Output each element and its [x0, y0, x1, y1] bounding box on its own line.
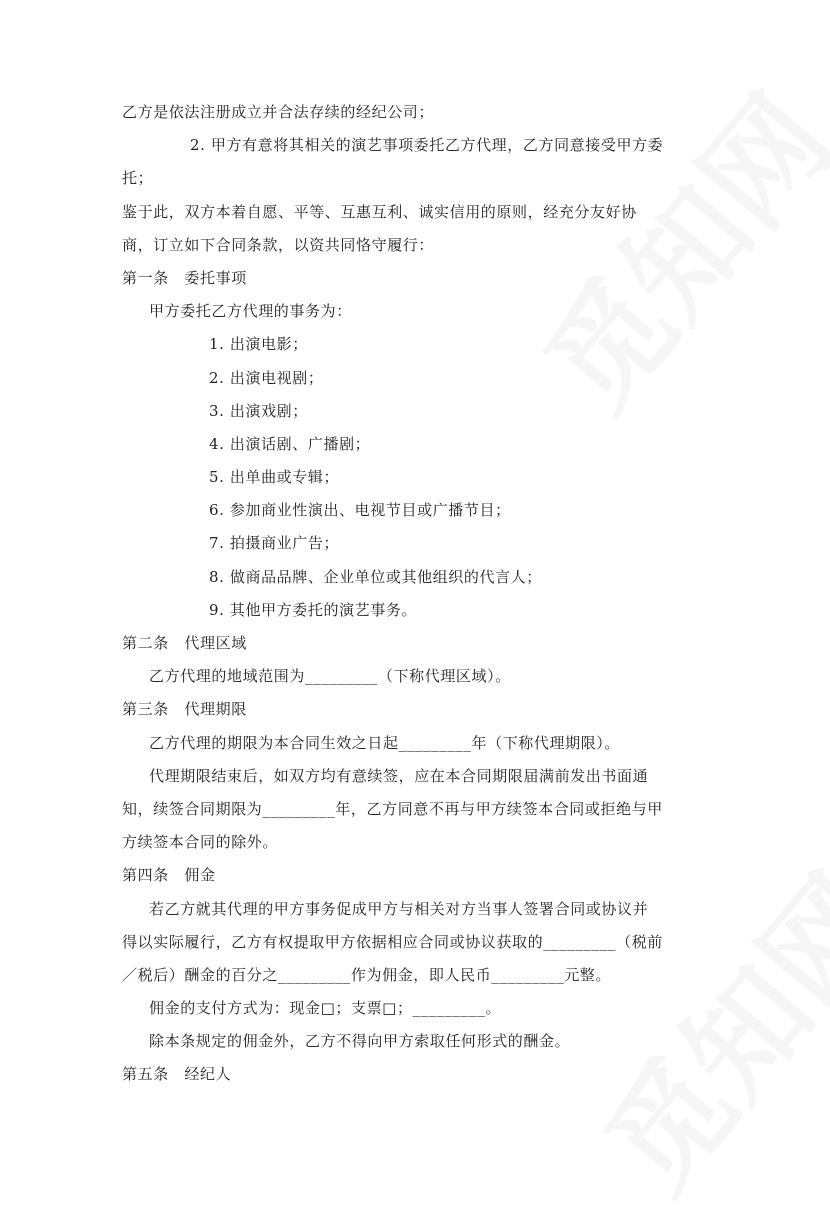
document-body	[122, 96, 722, 1092]
paragraph-line: 托；	[122, 169, 154, 188]
paragraph-line: 乙方代理的期限为本合同生效之日起_________年（下称代理期限）。	[149, 733, 621, 752]
list-item: 7. 拍摄商业广告；	[209, 534, 340, 553]
section-heading: 第二条 代理区域	[122, 634, 247, 652]
list-item: 2. 出演电视剧；	[209, 368, 324, 387]
section-heading: 第五条 经纪人	[122, 1065, 232, 1084]
paragraph-line: 2. 甲方有意将其相关的演艺事项委托乙方代理，乙方同意接受甲方委	[190, 136, 664, 155]
list-item: 1. 出演电影；	[209, 335, 308, 354]
paragraph-line: 除本条规定的佣金外，乙方不得向甲方索取任何形式的酬金。	[149, 1032, 571, 1051]
list-item: 4. 出演话剧、广播剧；	[209, 434, 371, 453]
paragraph-line: 得以实际履行，乙方有权提取甲方依据相应合同或协议获取的_________（税前	[122, 932, 663, 951]
paragraph-line: 佣金的支付方式为：现金□；支票□；_________。	[149, 999, 502, 1018]
paragraph-line: 乙方代理的地域范围为_________（下称代理区域）。	[149, 667, 511, 686]
paragraph-line: 若乙方就其代理的甲方事务促成甲方与相关对方当事人签署合同或协议并	[149, 899, 649, 918]
section-heading: 第三条 代理期限	[122, 700, 247, 719]
paragraph-line: 乙方是依法注册成立并合法存续的经纪公司；	[122, 103, 435, 121]
list-item: 9. 其他甲方委托的演艺事务。	[209, 600, 418, 619]
paragraph-line: 方续签本合同的除外。	[122, 833, 279, 852]
paragraph-line: 代理期限结束后，如双方均有意续签，应在本合同期限届满前发出书面通	[149, 766, 649, 785]
section-heading: 第一条 委托事项	[122, 268, 247, 287]
list-item: 8. 做商品品牌、企业单位或其他组织的代言人；	[209, 567, 542, 586]
paragraph-line: 鉴于此，双方本着自愿、平等、互惠互利、诚实信用的原则，经充分友好协	[122, 202, 637, 221]
list-item: 6. 参加商业性演出、电视节目或广播节目；	[209, 501, 511, 520]
paragraph-line: 商，订立如下合同条款，以资共同恪守履行：	[122, 235, 435, 254]
paragraph-line: 知，续签合同期限为_________年，乙方同意不再与甲方续签本合同或拒绝与甲	[122, 799, 663, 818]
paragraph-line: ／税后）酬金的百分之_________作为佣金，即人民币_________元整。	[122, 965, 612, 984]
list-item: 3. 出演戏剧；	[209, 401, 308, 420]
list-item: 5. 出单曲或专辑；	[209, 468, 340, 487]
section-heading: 第四条 佣金	[122, 866, 216, 885]
paragraph-line: 甲方委托乙方代理的事务为：	[149, 302, 352, 321]
